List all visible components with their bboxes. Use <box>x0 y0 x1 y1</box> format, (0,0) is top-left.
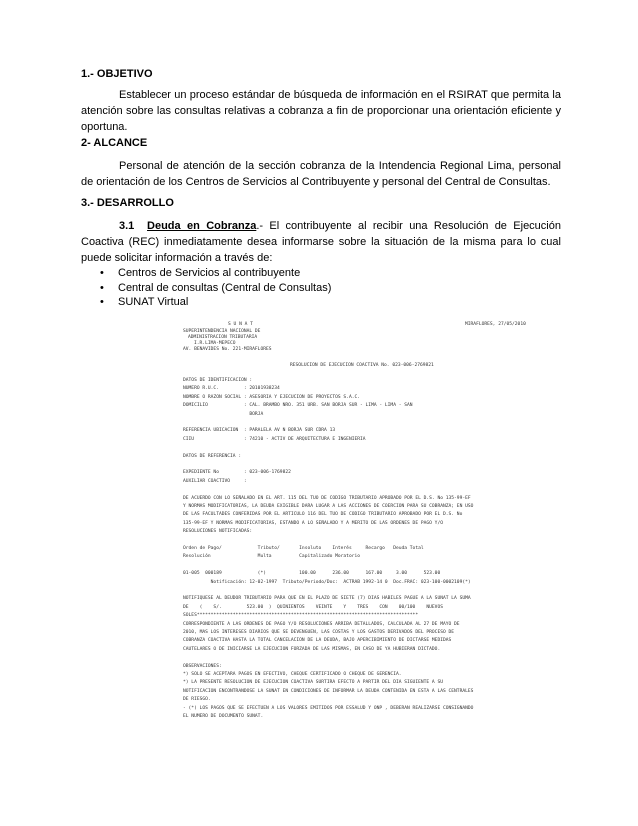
subsection-text: .- El contribuyente al recibir una Resolución de Ejecución Coactiva (REC) inmediatamente desea informarse sobre la situación de la misma para lo cual puede solicitar información a través de: <box>81 220 561 264</box>
scan-text-line: NOMBRE O RAZON SOCIAL : ASESORIA Y EJECUCION DE PROYECTOS S.A.C. <box>183 394 361 400</box>
list-item: • Centros de Servicios al contribuyente <box>100 266 331 281</box>
scan-text-line: RESOLUCIONES NOTIFICADAS: <box>183 529 253 535</box>
scan-text-line: DOMICILIO : CAL. BRAMBO NRO. 351 URB. SAN BORJA SUR - LIMA - LIMA - SAN <box>183 403 413 409</box>
list-item: • Central de consultas (Central de Consultas) <box>100 281 331 296</box>
scan-text-line: DATOS DE IDENTIFICACION : <box>183 378 253 383</box>
scan-text-line: CORRESPONDIENTE A LAS ORDENES DE PAGO Y/O RESOLUCIONES ARRIBA DETALLADOS, CALCULADA AL 27 DE MAYO DE <box>183 621 460 627</box>
scan-text-line: REFERENCIA UBICACION : PARALELA AV N BORJA SUR CDRA 13 <box>183 428 336 434</box>
objetivo-paragraph: Establecer un proceso estándar de búsqueda de información en el RSIRAT que permita la atención sobre las consultas relativas a cobranza a fin de proporcionar una orientación eficiente y oportuna. <box>81 89 561 133</box>
scan-text-line: CAUTELARES O DE INICIARSE LA EJECUCION FORZADA DE LAS MISMAS, EN CASO DE YA HUBIERAN DICTADO. <box>183 646 441 652</box>
scanned-resolution-image <box>180 318 560 815</box>
scan-text-line: Orden de Pago/ Tributo/ Insoluto Interés Recargo Deuda Total <box>183 546 424 551</box>
scan-text-line: COBRANZA COACTIVA HASTA LA TOTAL CANCELACION DE LA DEUDA, BAJO APERCIBIMIENTO DE DICTARSE MEDIDAS <box>183 638 452 644</box>
scan-org-line: SUPERINTENDENCIA NACIONAL DE <box>183 329 261 334</box>
scan-text-line: Notificación: 12-02-1997 Tributo/Periodo/Doc: ACTRAB 1992-14 0 Doc.FRAC: 023-100-0002109(*) <box>183 579 471 585</box>
scan-text-line: 135-99-EF Y NORMAS MODIFICATORIAS, ESTANDO A LO SEÑALADO Y A MERITO DE LAS ORDENES DE PAGO Y/O <box>183 520 443 526</box>
scan-text-line: NOTIFICACION ENCONTRANDOSE LA SUNAT EN CONDICIONES DE INFORMAR LA DEUDA CONTENIDA EN ESTA A LAS CENTRALES <box>183 688 474 694</box>
scan-text-line: Resolución Multa Capitalizado Moratorio <box>183 554 361 560</box>
scan-text-line: DATOS DE REFERENCIA : <box>183 453 242 459</box>
scan-text-line: Y NORMAS MODIFICATORIAS, LA DEUDA EXIGIBLE DARA LUGAR A LAS ACCIONES DE COERCION PARA SU COBRANZA; EN USO <box>183 504 474 509</box>
subsection-title: Deuda en Cobranza <box>147 220 257 232</box>
scan-text-line: BORJA <box>183 411 264 417</box>
list-item: • SUNAT Virtual <box>100 295 331 310</box>
scan-resolution-title: RESOLUCION DE EJECUCION COACTIVA No. 023-006-2769821 <box>290 363 434 368</box>
scan-org-line: I.R.LIMA-MEPECO <box>194 341 236 346</box>
scan-header-date: MIRAFLORES, 27/05/2010 <box>465 322 526 327</box>
scan-text-line: OBSERVACIONES: <box>183 663 222 669</box>
subsection-paragraph <box>81 218 561 266</box>
scan-header-left: S U N A T <box>228 322 253 327</box>
scan-text-line: - (*) LOS PAGOS QUE SE EFECTUEN A LOS VALORES EMITIDOS POR ESSALUD Y ONP , DEBERAN REALIZARSE CONSIGNANDO <box>183 705 474 711</box>
scan-text-line: *) LA PRESENTE RESOLUCION DE EJECUCION COACTIVA SURTIRA EFECTO A PARTIR DEL DIA SIGUIENTE A SU <box>183 680 443 686</box>
heading-desarrollo: 3.- DESARROLLO <box>81 197 174 209</box>
scan-text-line: DE ( S/. 523.00 ) QUINIENTOS VEINTE Y TRES CON 00/100 NUEVOS <box>183 604 443 610</box>
scan-text-line: EL NUMERO DE DOCUMENTO SUNAT. <box>183 714 264 719</box>
scan-org-line: ADMINISTRACION TRIBUTARIA <box>188 335 258 340</box>
scan-text-line: 01-005 000189 (*) 100.00 236.00 167.00 3.00 523.00 <box>183 571 441 577</box>
scan-text-line: AUXILIAR COACTIVO : <box>183 478 247 484</box>
scan-text-line: DE RIESGO. <box>183 697 211 703</box>
scan-text-line: 2010, MAS LOS INTERESES DIARIOS QUE SE DEVENGUEN, LAS COSTAS Y LOS GASTOS DERIVADOS DEL PROCESO DE <box>183 630 455 635</box>
heading-alcance: 2- ALCANCE <box>81 137 148 149</box>
subsection-number: 3.1 <box>119 220 135 232</box>
alcance-paragraph: Personal de atención de la sección cobranza de la Intendencia Regional Lima, personal de orientación de los Centros de Servicios al Contribuyente y personal del Central de Consultas. <box>81 160 561 188</box>
scan-text-line: SOLES******************************************************************************** <box>183 613 419 619</box>
heading-objetivo: 1.- OBJETIVO <box>81 68 153 80</box>
scan-text-line: NOTIFIQUESE AL DEUDOR TRIBUTARIO PARA QUE EN EL PLAZO DE SIETE (7) DIAS HABILES PAGUE A LA SUNAT LA SUMA <box>183 596 471 602</box>
scan-text-line: DE ACUERDO CON LO SEÑALADO EN EL ART. 115 DEL TUO DE CODIGO TRIBUTARIO APROBADO POR EL D.S. No 135-99-EF <box>183 495 471 501</box>
scan-text-line: CIIU : 74210 - ACTIV DE ARQUITECTURA E INGENIERIA <box>183 436 366 442</box>
scan-text-line: EXPEDIENTE No : 023-006-1769822 <box>183 470 291 476</box>
channel-list <box>100 266 331 310</box>
scan-org-line: AV. BENAVIDES No. 221-MIRAFLORES <box>183 347 272 352</box>
scan-text-line: *) SOLO SE ACEPTARA PAGOS EN EFECTIVO, CHEQUE CERTIFICADO O CHEQUE DE GERENCIA. <box>183 672 402 677</box>
scan-text-line: NUMERO R.U.C. : 20101938234 <box>183 386 280 392</box>
scan-text-line: DE LAS FACULTADES CONFERIDAS POR EL ARTICULO 116 DEL TUO DE CODIGO TRIBUTARIO APROBADO POR EL D.S. No <box>183 512 463 518</box>
